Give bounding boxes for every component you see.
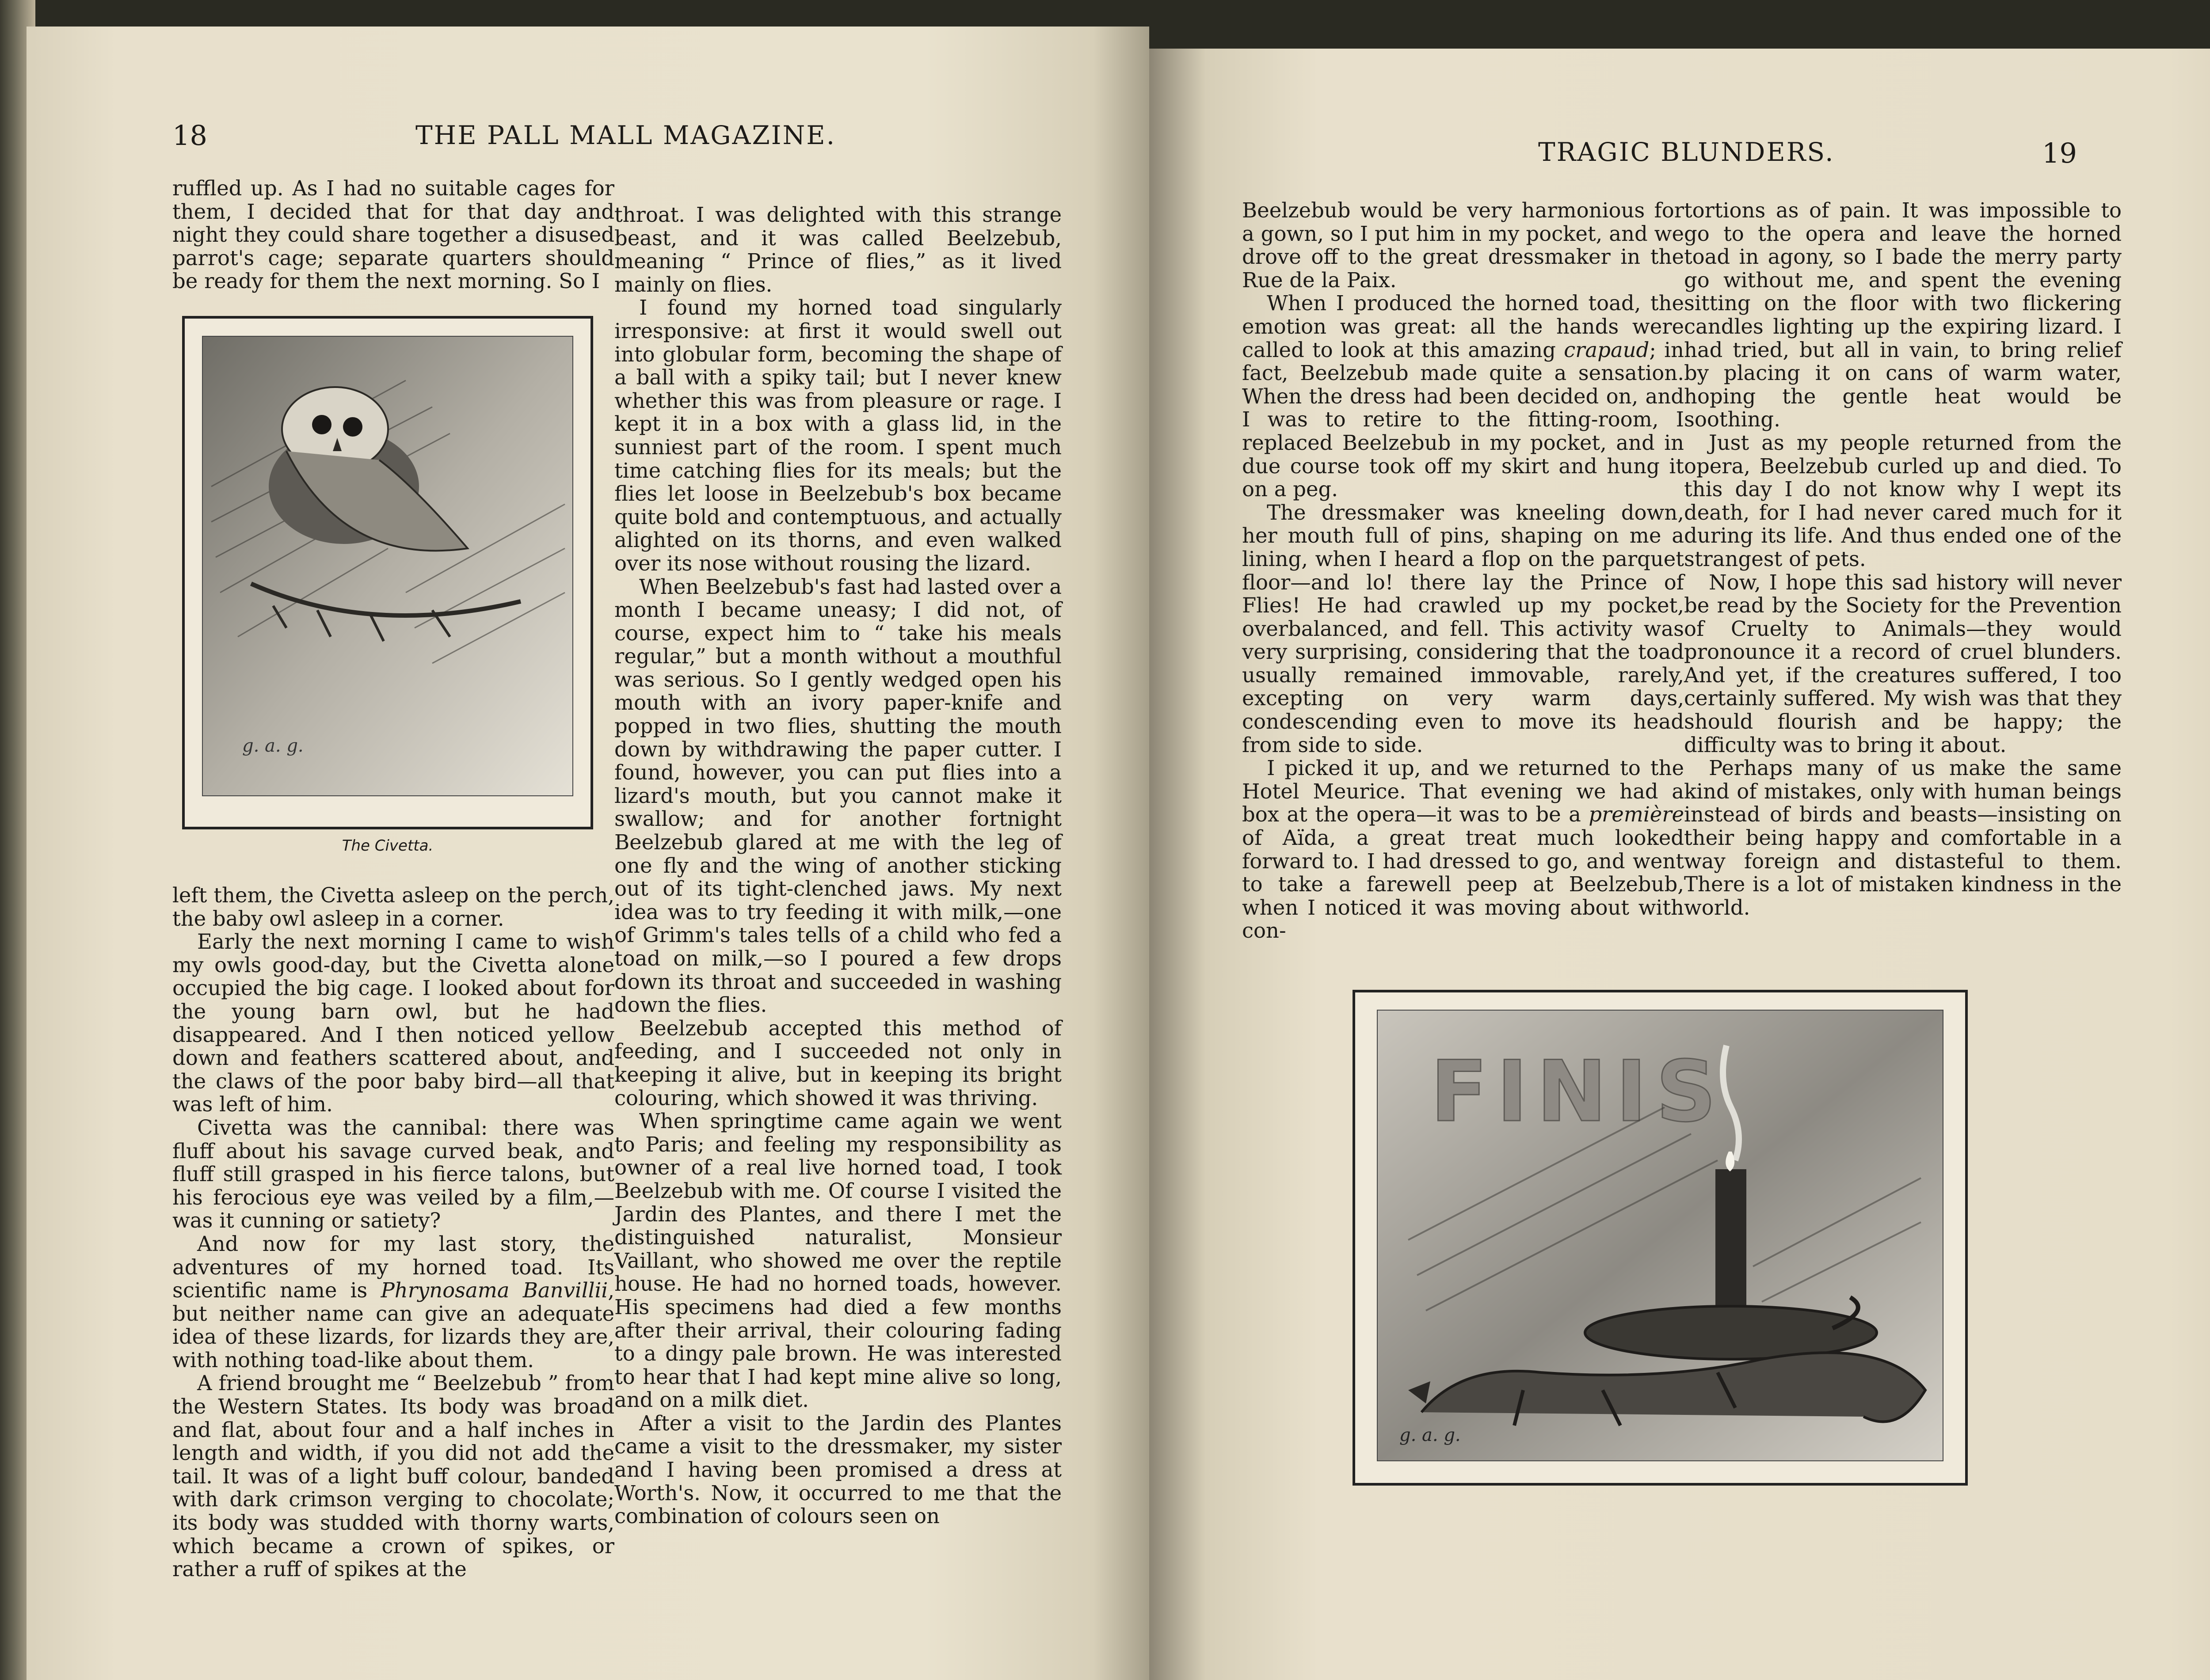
- left-column-1-bottom: [172, 884, 614, 1581]
- paragraph: The dressmaker was kneeling down, her mouth full of pins, shaping on me a lining, when I heard a flop on the parquet floor—and lo! there lay the Prince of Flies! He had crawled up my pocket, overbalanced, and fell. This activity was very surprising, considering that the toad usually remained immovable, rarely, excepting on very warm days, condescending even to move its head from side to side.: [1242, 500, 1684, 757]
- right-column-2: [1684, 199, 2122, 919]
- paragraph: Just as my people returned from the opera, Beelzebub curled up and died. To this day I do not know why I wept its death, for I had never cared much for it during its life. And thus ended one of the strangest of pets.: [1684, 430, 2122, 571]
- finis-title: FINIS: [1430, 1043, 1726, 1140]
- paragraph: ruffled up. As I had no suitable cages for them, I decided that for that day and night they could share together a disused parrot's cage; separate quarters should be ready for them the next morning. So I: [172, 176, 614, 293]
- page-number: 18: [172, 119, 207, 152]
- latin-name: Phrynosama Banvillii: [381, 1278, 608, 1303]
- text-run: I picked it up, and we returned to the Hotel Meurice. That evening we had a box at the opera—it was to be a: [1242, 756, 1684, 827]
- right-column-1: [1242, 199, 1684, 943]
- paragraph: A friend brought me “ Beelzebub ” from the Western States. Its body was broad and flat, about four and a half inches in length and width, if you did not add the tail. It was of a light buff colour, banded with dark crimson verging to chocolate; its body was studded with thorny warts, which became a crown of spikes, or rather a ruff of spikes at the: [172, 1371, 614, 1581]
- paragraph: When springtime came again we went to Paris; and feeling my responsibility as owner of a real live horned toad, I took Beelzebub with me. Of course I visited the Jardin des Plantes, and there I met the distinguished naturalist, Monsieur Vaillant, who showed me over the reptile house. He had no horned toads, however. His specimens had died a few months after their arrival, their colouring fading to a dingy pale brown. He was interested to hear that I had kept mine alive so long, and on a milk diet.: [614, 1109, 1062, 1412]
- text-run: When I produced the horned toad, the emotion was great: all the hands were called to look at this amazing: [1242, 291, 1684, 362]
- paragraph: left them, the Civetta asleep on the perch, the baby owl asleep in a corner.: [172, 883, 614, 931]
- text-run: , but neither name can give an adequate idea of these lizards, for lizards they are, with nothing toad-like about them.: [172, 1278, 614, 1372]
- paragraph: tortions as of pain. It was impossible to go to the opera and leave the horned toad in agony, so I bade the merry party go without me, and spent the evening sitting on the floor with two flickering candles lighting up the expiring lizard. I had tried, but all in vain, to bring relief by placing it on cans of warm water, hoping the gentle heat would be soothing.: [1684, 198, 2122, 432]
- paragraph: When Beelzebub's fast had lasted over a month I became uneasy; I did not, of course, expect him to “ take his meals regular,” but a month without a mouthful was serious. So I gently wedged open his mouth with an ivory paper-knife and popped in two flies, shutting the mouth down by withdrawing the paper cutter. I found, however, you can put flies into a lizard's mouth, but you cannot make it swallow; and for another fortnight Beelzebub glared at me with the leg of one fly and the wing of another sticking out of its tight-clenched jaws. My next idea was to try feeding it with milk,—one of Grimm's tales tells of a child who fed a toad on milk,—so I poured a few drops down its throat and succeeded in washing down the flies.: [614, 574, 1062, 1017]
- figure-signature: g. a. g.: [242, 736, 304, 756]
- figure-caption: The Civetta.: [342, 837, 434, 855]
- civetta-figure: [182, 316, 593, 829]
- text-run: of Aïda, a great treat much looked forward to. I had dressed to go, and went to take a farewell peep at Beelzebub, when I noticed it was moving about with con-: [1242, 826, 1684, 943]
- paragraph: [1242, 756, 1684, 943]
- running-head: TRAGIC BLUNDERS.: [1538, 137, 1835, 167]
- running-head: THE PALL MALL MAGAZINE.: [415, 120, 836, 150]
- left-column-2: [614, 203, 1062, 1528]
- right-page: [1149, 49, 2210, 1680]
- candle-lizard-illustration-icon: [1355, 992, 1965, 1483]
- paragraph: Now, I hope this sad history will never be read by the Society for the Prevention of Cruelty to Animals—they would pronounce it a record of cruel blunders. And yet, if the creatures suffered, I too certainly suffered. My wish was that they should flourish and be happy; the difficulty was to bring it about.: [1684, 570, 2122, 757]
- page-number: 19: [2042, 137, 2077, 169]
- paragraph: [172, 1232, 614, 1372]
- figure-signature: g. a. g.: [1399, 1425, 1461, 1445]
- left-column-1-top: [172, 177, 614, 293]
- italic-word: première: [1589, 802, 1684, 827]
- italic-word: crapaud: [1564, 338, 1650, 362]
- left-page: [27, 27, 1149, 1680]
- paragraph: [1242, 292, 1684, 501]
- paragraph: Civetta was the cannibal: there was fluff about his savage curved beak, and fluff still grasped in his fierce talons, but his ferocious eye was veiled by a film,—was it cunning or satiety?: [172, 1115, 614, 1233]
- paragraph: Perhaps many of us make the same kind of mistakes, only with human beings instead of birds and beasts—insisting on their being happy and comfortable in a way foreign and distasteful to them. There is a lot of mistaken kindness in the world.: [1684, 756, 2122, 920]
- owl-illustration-icon: [185, 319, 591, 827]
- text-run: ; in fact, Beelzebub made quite a sensation. When the dress had been decided on, and I was to retire to the fitting-room, I replaced Beelzebub in my pocket, and in due course took off my skirt and hung it on a peg.: [1242, 338, 1684, 502]
- paragraph: Beelzebub accepted this method of feeding, and I succeeded not only in keeping it alive, but in keeping its bright colouring, which showed it was thriving.: [614, 1016, 1062, 1110]
- paragraph: throat. I was delighted with this strange beast, and it was called Beelzebub, meaning “ Prince of flies,” as it lived mainly on flies.: [614, 203, 1062, 296]
- paragraph: After a visit to the Jardin des Plantes came a visit to the dressmaker, my sister and I having been promised a dress at Worth's. Now, it occurred to me that the combination of colours seen on: [614, 1411, 1062, 1528]
- paragraph: I found my horned toad singularly irresponsive: at first it would swell out into globular form, becoming the shape of a ball with a spiky tail; but I never knew whether this was from pleasure or rage. I kept it in a box with a glass lid, in the sunniest part of the room. I spent much time catching flies for its meals; but the flies let loose in Beelzebub's box became quite bold and contemptuous, and actually alighted on its thorns, and even walked over its nose without rousing the lizard.: [614, 296, 1062, 575]
- paragraph: Early the next morning I came to wish my owls good-day, but the Civetta alone occupied the big cage. I looked about for the young barn owl, but he had disappeared. And I then noticed yellow down and feathers scattered about, and the claws of the poor baby bird—all that was left of him.: [172, 930, 614, 1117]
- paragraph: Beelzebub would be very harmonious for a gown, so I put him in my pocket, and we drove off to the great dressmaker in the Rue de la Paix.: [1242, 198, 1684, 292]
- text-run: And now for my last story, the adventures of my horned toad. Its scientific name is: [172, 1231, 614, 1303]
- finis-figure: [1353, 990, 1968, 1486]
